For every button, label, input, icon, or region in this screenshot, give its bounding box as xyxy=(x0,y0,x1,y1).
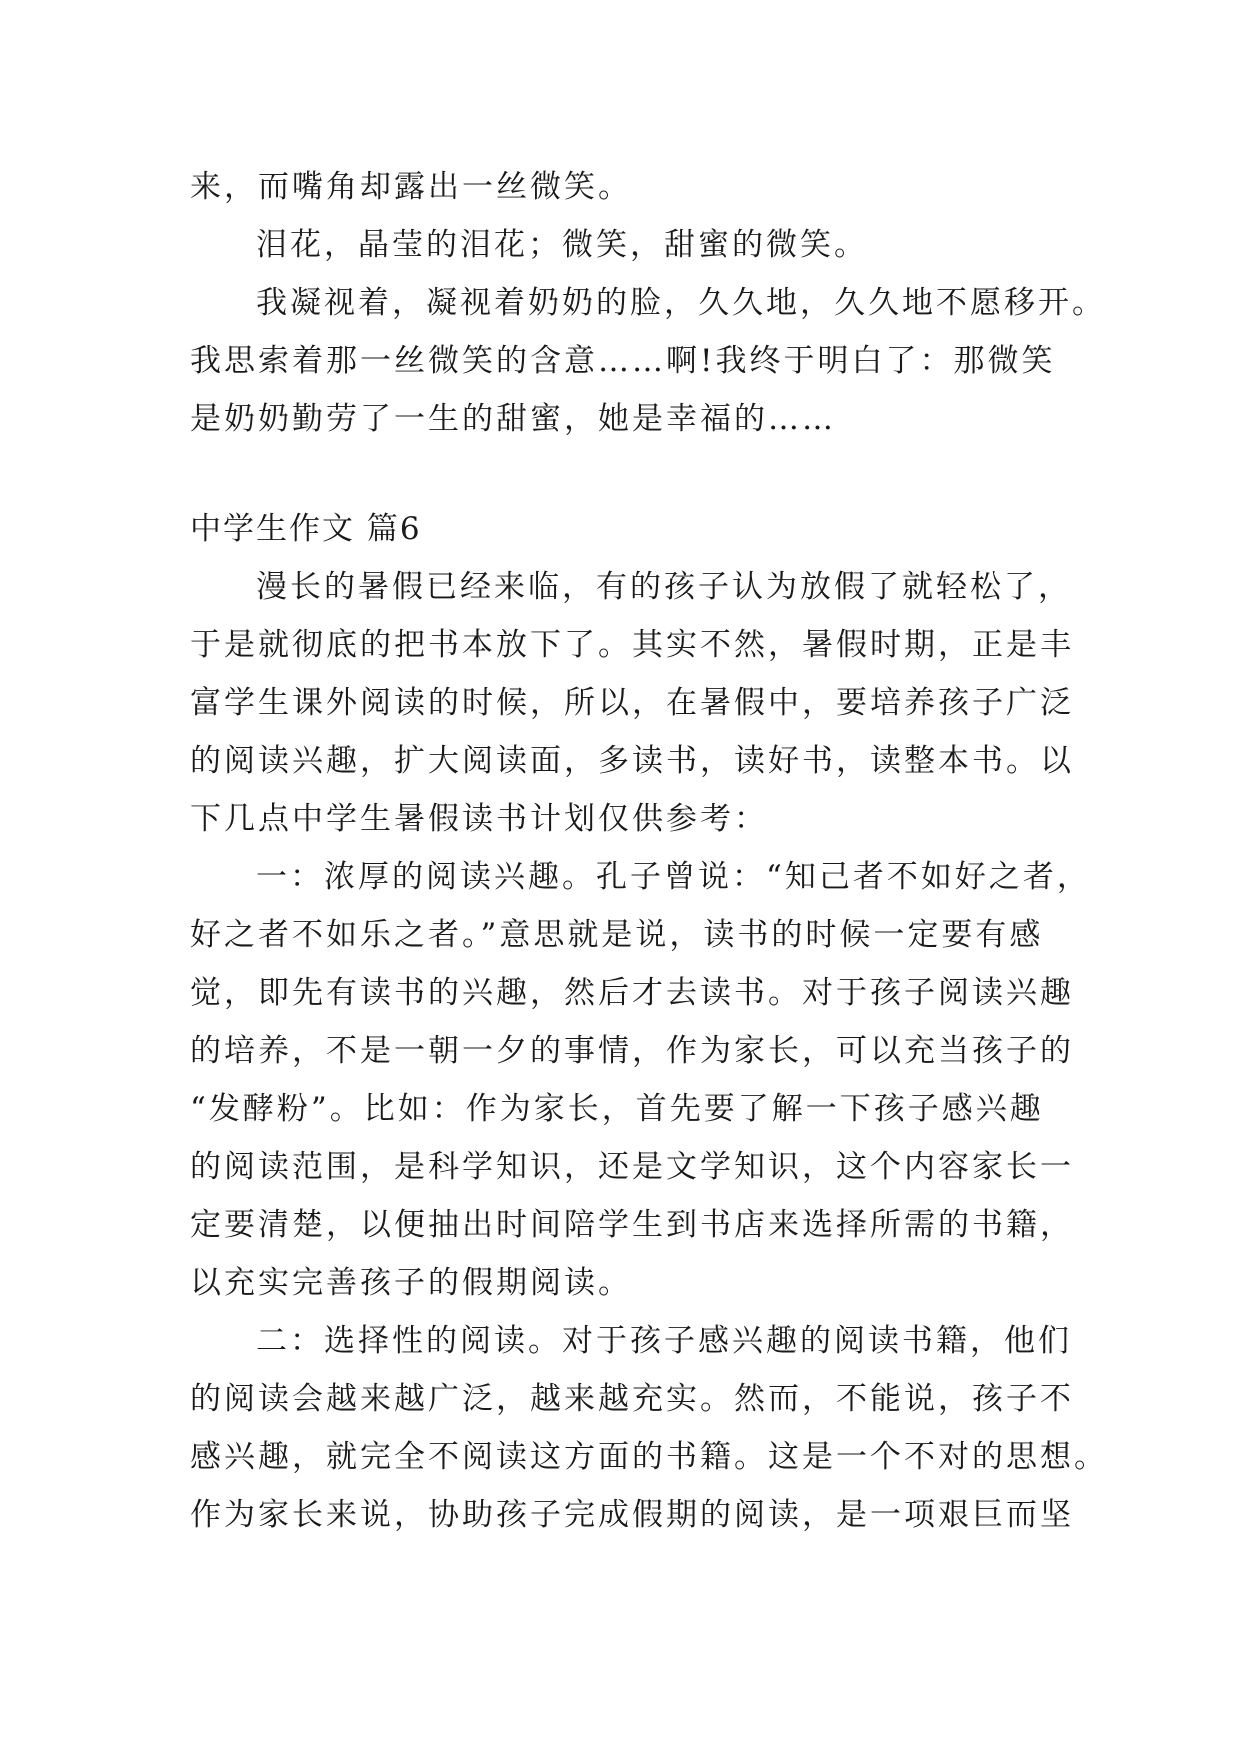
section-heading: 中学生作文 篇6 xyxy=(190,511,422,547)
text-line: 我思索着那一丝微笑的含意……啊!我终于明白了：那微笑 xyxy=(190,343,1056,379)
text-line: 于是就彻底的把书本放下了。其实不然，暑假时期，正是丰 xyxy=(190,627,1074,663)
text-line: 感兴趣，就完全不阅读这方面的书籍。这是一个不对的思想。 xyxy=(190,1439,1108,1475)
text-line: 富学生课外阅读的时候，所以，在暑假中，要培养孩子广泛 xyxy=(190,685,1074,721)
text-line: 作为家长来说，协助孩子完成假期的阅读，是一项艰巨而坚 xyxy=(190,1497,1074,1533)
text-line: 觉，即先有读书的兴趣，然后才去读书。对于孩子阅读兴趣 xyxy=(190,975,1074,1011)
text-line: 泪花，晶莹的泪花；微笑，甜蜜的微笑。 xyxy=(256,227,868,263)
text-line: 下几点中学生暑假读书计划仅供参考： xyxy=(190,801,768,837)
text-line: 的培养，不是一朝一夕的事情，作为家长，可以充当孩子的 xyxy=(190,1033,1074,1069)
text-line: 的阅读会越来越广泛，越来越充实。然而，不能说，孩子不 xyxy=(190,1381,1074,1417)
text-line: 我凝视着，凝视着奶奶的脸，久久地，久久地不愿移开。 xyxy=(256,285,1106,321)
text-line: 是奶奶勤劳了一生的甜蜜，她是幸福的…… xyxy=(190,401,836,437)
text-line: 定要清楚，以便抽出时间陪学生到书店来选择所需的书籍， xyxy=(190,1207,1074,1243)
text-line: 漫长的暑假已经来临，有的孩子认为放假了就轻松了， xyxy=(256,569,1072,605)
text-line: 二：选择性的阅读。对于孩子感兴趣的阅读书籍，他们 xyxy=(256,1323,1072,1359)
text-line: 一：浓厚的阅读兴趣。孔子曾说：“知己者不如好之者， xyxy=(256,859,1091,895)
text-line: 以充实完善孩子的假期阅读。 xyxy=(190,1265,632,1301)
text-line: 好之者不如乐之者。”意思就是说，读书的时候一定要有感 xyxy=(190,917,1044,953)
text-line: “发酵粉”。比如：作为家长，首先要了解一下孩子感兴趣 xyxy=(190,1091,1044,1127)
text-line: 来，而嘴角却露出一丝微笑。 xyxy=(190,169,632,205)
section-gap xyxy=(190,448,1070,500)
text-line: 的阅读范围，是科学知识，还是文学知识，这个内容家长一 xyxy=(190,1149,1074,1185)
document-page xyxy=(190,158,1108,1544)
text-line: 的阅读兴趣，扩大阅读面，多读书，读好书，读整本书。以 xyxy=(190,743,1074,779)
